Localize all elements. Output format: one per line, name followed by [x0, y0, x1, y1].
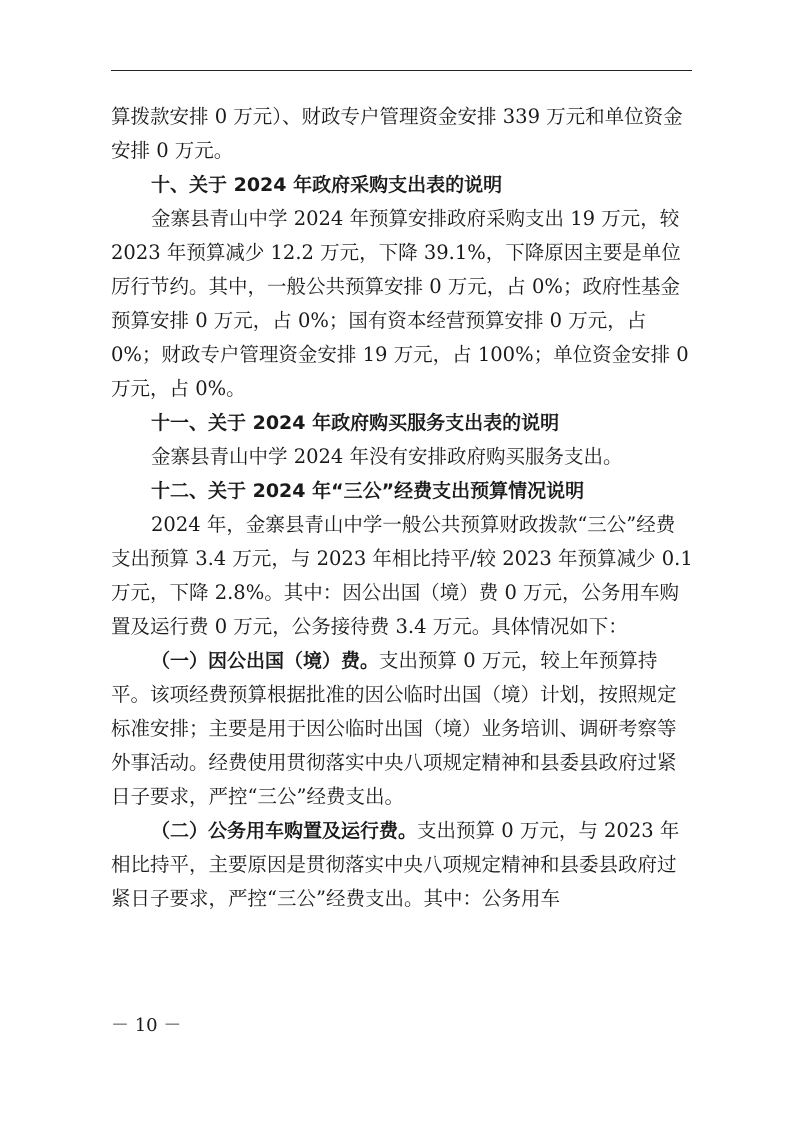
- section-heading-11: 十一、关于 2024 年政府购买服务支出表的说明: [151, 412, 560, 434]
- paragraph-services: 金寨县青山中学 2024 年没有安排政府购买服务支出。: [151, 445, 623, 468]
- header-rule: [111, 70, 692, 71]
- paragraph-overseas: [111, 644, 693, 814]
- paragraph-procurement: 金寨县青山中学 2024 年预算安排政府采购支出 19 万元，较 2023 年预算减少 12.2 万元，下降 39.1%，下降原因主要是单位厉行节约。其中，一般公共预算安排 0 万元，占 0%；政府性基金预算安排 0 万元，占 0%；国有资本经营预算安排 0 万元，占 0%；财政专户管理资金安排 19 万元，占 100%；单位资金安排 0 万元，占 0%。: [111, 207, 689, 400]
- paragraph-vehicles-body: 支出预算 0 万元，与 2023 年相比持平，主要原因是贯彻落实中央八项规定精神和县委县政府过紧日子要求，严控“三公”经费支出。其中：公务用车: [111, 819, 680, 910]
- paragraph-overseas-body: 支出预算 0 万元，较上年预算持平。该项经费预算根据批准的因公临时出国（境）计划，按照规定标准安排；主要是用于因公临时出国（境）业务培训、调研考察等外事活动。经费使用贯彻落实中央八项规定精神和县委县政府过紧日子要求，严控“三公”经费支出。: [111, 649, 677, 808]
- paragraph-three-public: 2024 年，金寨县青山中学一般公共预算财政拨款“三公”经费支出预算 3.4 万元，与 2023 年相比持平/较 2023 年预算减少 0.1 万元，下降 2.8%。其中：因公出国（境）费 0 万元，公务用车购置及运行费 0 万元，公务接待费 3.4 万元。具体情况如下：: [111, 513, 693, 638]
- page-number: － 10 －: [111, 1015, 182, 1036]
- section-heading-10: 十、关于 2024 年政府采购支出表的说明: [151, 174, 503, 196]
- section-heading-12: 十二、关于 2024 年“三公”经费支出预算情况说明: [151, 480, 585, 502]
- paragraph-continued: 算拨款安排 0 万元）、财政专户管理资金安排 339 万元和单位资金安排 0 万元。: [111, 105, 683, 162]
- body-text: [111, 100, 693, 916]
- paragraph-vehicles: [111, 814, 693, 916]
- subheading-overseas: （一）因公出国（境）费。: [151, 650, 380, 672]
- subheading-vehicles: （二）公务用车购置及运行费。: [151, 820, 418, 842]
